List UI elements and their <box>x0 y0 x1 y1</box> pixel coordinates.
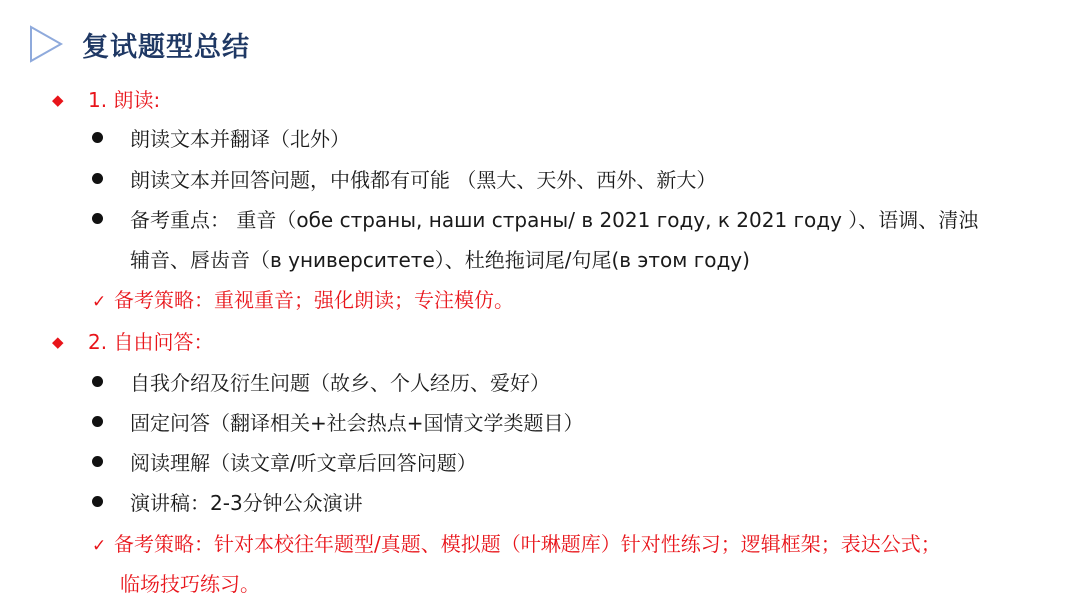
list-item: 朗读文本并翻译（北外） <box>92 125 350 153</box>
section-heading: ◆ 1. 朗读: <box>52 88 161 112</box>
dot-icon <box>92 496 103 507</box>
dot-icon <box>92 173 103 184</box>
list-item: 阅读理解（读文章/听文章后回答问题） <box>92 449 477 477</box>
dot-icon <box>92 376 103 387</box>
page-title: 复试题型总结 <box>82 31 250 63</box>
list-item-continuation: 辅音、唇齿音（в университете）、杜绝拖词尾/句尾(в этом году) <box>130 248 750 272</box>
list-item: 自我介绍及衍生问题（故乡、个人经历、爱好） <box>92 369 550 397</box>
diamond-icon: ◆ <box>52 91 64 109</box>
title-bar <box>28 22 250 66</box>
list-item: 固定问答（翻译相关+社会热点+国情文学类题目） <box>92 409 584 437</box>
dot-icon <box>92 456 103 467</box>
list-item: 演讲稿：2-3分钟公众演讲 <box>92 489 363 517</box>
check-icon: ✓ <box>92 536 107 556</box>
check-icon: ✓ <box>92 292 107 312</box>
triangle-outline-icon <box>28 24 64 64</box>
section-heading: ◆ 2. 自由问答： <box>52 330 214 354</box>
dot-icon <box>92 132 103 143</box>
strategy-note: ✓ 备考策略：重视重音；强化朗读；专注模仿。 <box>92 286 514 316</box>
diamond-icon: ◆ <box>52 333 64 351</box>
strategy-note-continuation: 临场技巧练习。 <box>120 572 260 596</box>
dot-icon <box>92 416 103 427</box>
list-item: 备考重点： 重音（обе страны, наши страны/ в 2021 году, к 2021 году ）、语调、清浊 <box>92 206 978 234</box>
strategy-note: ✓ 备考策略：针对本校往年题型/真题、模拟题（叶琳题库）针对性练习；逻辑框架；表达公式； <box>92 530 941 560</box>
dot-icon <box>92 213 103 224</box>
list-item: 朗读文本并回答问题，中俄都有可能 （黑大、天外、西外、新大） <box>92 166 716 194</box>
